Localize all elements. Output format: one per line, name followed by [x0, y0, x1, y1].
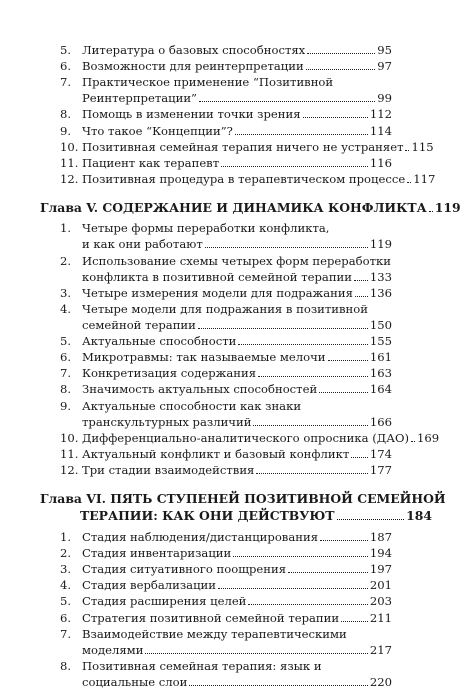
toc-entry: [0, 333, 392, 349]
entry-number: 1.: [60, 221, 72, 236]
dot-leader: [341, 621, 368, 622]
dot-leader: [145, 653, 367, 654]
entry-text: [82, 139, 434, 155]
entry-title: Реинтерпретации”: [82, 91, 197, 106]
entry-line: [82, 462, 392, 478]
entry-title: Стадия наблюдения/дистанцирования: [82, 530, 319, 544]
entry-line: [82, 349, 392, 365]
entry-number: 7.: [60, 75, 72, 90]
dot-leader: [328, 360, 368, 361]
chapter-title: Глава VI. ПЯТЬ СТУПЕНЕЙ ПОЗИТИВНОЙ СЕМЕЙНОЙ: [40, 491, 446, 506]
entry-text: [82, 285, 392, 301]
dot-leader: [337, 519, 405, 520]
page-number: 119: [369, 237, 392, 252]
page-number: 174: [369, 446, 392, 461]
page-number: 187: [369, 530, 392, 544]
entry-title: Практическое применение “Позитивной: [82, 75, 334, 90]
entry-line: [82, 285, 392, 301]
entry-number: 2.: [60, 253, 72, 268]
entry-text: [82, 462, 392, 478]
entry-text: [82, 333, 392, 349]
page-number: 155: [369, 334, 392, 349]
entry-line: [82, 317, 392, 333]
dot-leader: [235, 134, 368, 135]
entry-number: 8.: [60, 382, 72, 397]
chapter-line: [40, 490, 446, 507]
entry-text: [82, 74, 392, 106]
page-number: 201: [369, 578, 392, 593]
dot-leader: [354, 280, 368, 281]
entry-line: [82, 658, 392, 674]
entry-title: Дифференциально-аналитического опросника (ДАО): [82, 430, 409, 445]
entry-number: 9.: [60, 123, 72, 138]
toc-entry: [0, 381, 392, 397]
chapter-heading: [40, 199, 461, 217]
entry-line: [82, 381, 392, 397]
toc-entry: [0, 155, 392, 171]
entry-text: [82, 220, 392, 252]
chapter-line: [40, 507, 432, 524]
entry-number: 4.: [60, 301, 72, 316]
entry-text: [82, 626, 392, 658]
entry-title: Стратегия позитивной семейной терапии: [82, 610, 340, 625]
entry-title: Микротравмы: так называемые мелочи: [82, 350, 326, 365]
entry-line: [82, 42, 392, 58]
entry-text: [82, 365, 392, 381]
entry-line: [82, 529, 392, 545]
page-number: 161: [369, 350, 392, 365]
chapter-text: [40, 199, 461, 216]
entry-line: [82, 139, 434, 155]
entry-title: Стадия инвентаризации: [82, 546, 232, 561]
entry-title: Пациент как терапевт: [82, 155, 220, 170]
toc-entry: [0, 220, 392, 252]
dot-leader: [248, 604, 367, 605]
page-number: 220: [369, 674, 392, 689]
page-number: 164: [369, 382, 392, 397]
toc-entry: [0, 58, 392, 74]
page-number: 136: [369, 285, 392, 300]
entry-line: [82, 253, 392, 269]
page-number: 117: [413, 171, 436, 186]
entry-number: 5.: [60, 334, 72, 349]
dot-leader: [429, 211, 433, 212]
entry-title: Использование схемы четырех форм переработки: [82, 253, 391, 268]
toc-entry: [0, 365, 392, 381]
entry-number: 3.: [60, 562, 72, 577]
dot-leader: [307, 53, 375, 54]
entry-text: [82, 123, 392, 139]
toc-entry: [0, 577, 392, 593]
toc-entry: [0, 123, 392, 139]
entry-text: [82, 349, 392, 365]
entry-text: [82, 106, 392, 122]
dot-leader: [351, 457, 368, 458]
toc-entry: [0, 561, 392, 577]
toc-entry: [0, 139, 434, 155]
entry-number: 8.: [60, 107, 72, 122]
page-number: 97: [377, 59, 392, 74]
entry-line: [82, 123, 392, 139]
chapter-title: ТЕРАПИИ: КАК ОНИ ДЕЙСТВУЮТ: [80, 508, 335, 523]
page-number: 163: [369, 366, 392, 381]
dot-leader: [253, 425, 367, 426]
page-number: 95: [377, 43, 392, 57]
entry-title: конфликта в позитивной семейной терапии: [82, 269, 353, 284]
entry-number: 10.: [60, 430, 79, 445]
page-number: 177: [369, 462, 392, 477]
entry-title: Позитивная процедура в терапевтическом процессе: [82, 171, 406, 186]
entry-line: [82, 171, 436, 187]
page-number: 150: [369, 317, 392, 332]
entry-text: [82, 658, 392, 690]
entry-line: [82, 545, 392, 561]
dot-leader: [411, 441, 415, 442]
entry-title: Стадия расширения целей: [82, 594, 247, 609]
dot-leader: [221, 166, 368, 167]
page-number: 166: [369, 414, 392, 429]
toc-entry: [0, 42, 392, 58]
entry-title: Конкретизация содержания: [82, 366, 257, 381]
toc-entry: [0, 626, 392, 658]
entry-line: [82, 333, 392, 349]
entry-title: Значимость актуальных способностей: [82, 382, 318, 397]
entry-line: [82, 365, 392, 381]
entry-text: [82, 58, 392, 74]
toc-entry: [0, 398, 392, 430]
entry-title: Помощь в изменении точки зрения: [82, 107, 301, 122]
entry-text: [82, 430, 440, 446]
entry-title: Стадия ситуативного поощрения: [82, 562, 287, 577]
entry-number: 6.: [60, 59, 72, 74]
entry-line: [82, 446, 392, 462]
dot-leader: [205, 247, 368, 248]
entry-title: Литература о базовых способностях: [82, 43, 306, 57]
entry-line: [82, 430, 440, 446]
entry-number: 7.: [60, 626, 72, 641]
entry-text: [82, 446, 392, 462]
page-number: 197: [369, 562, 392, 577]
entry-number: 10.: [60, 139, 79, 154]
page-number: 194: [369, 546, 392, 561]
chapter-text: [40, 490, 446, 524]
entry-line: [82, 610, 392, 626]
entry-text: [82, 593, 392, 609]
toc-entry: [0, 349, 392, 365]
entry-title: Четыре формы переработки конфликта,: [82, 221, 330, 236]
entry-title: Четыре измерения модели для подражания: [82, 285, 353, 300]
toc-entry: [0, 545, 392, 561]
entry-title: транскультурных различий: [82, 414, 252, 429]
entry-line: [82, 301, 392, 317]
entry-text: [82, 577, 392, 593]
entry-number: 1.: [60, 530, 72, 544]
entry-text: [82, 381, 392, 397]
entry-number: 11.: [60, 155, 79, 170]
entry-text: [82, 545, 392, 561]
entry-title: Актуальный конфликт и базовый конфликт: [82, 446, 350, 461]
dot-leader: [189, 685, 368, 686]
dot-leader: [306, 69, 376, 70]
entry-title: Взаимодействие между терапевтическими: [82, 626, 347, 641]
entry-title: Актуальные способности: [82, 334, 237, 349]
entry-line: [82, 106, 392, 122]
entry-text: [82, 398, 392, 430]
entry-title: Что такое “Концепции”?: [82, 123, 233, 138]
entry-title: Позитивная семейная терапия ничего не устраняет: [82, 139, 404, 154]
entry-line: [82, 220, 392, 236]
dot-leader: [218, 588, 368, 589]
page-number: 114: [369, 123, 392, 138]
entry-title: Возможности для реинтерпретации: [82, 59, 304, 74]
page-number: 169: [417, 430, 440, 445]
entry-title: социальные слои: [82, 674, 188, 689]
toc-entry: [0, 430, 440, 446]
entry-number: 12.: [60, 171, 79, 186]
chapter-line: [40, 199, 461, 216]
dot-leader: [405, 150, 409, 151]
entry-line: [82, 593, 392, 609]
entry-line: [82, 626, 392, 642]
entry-number: 5.: [60, 43, 72, 57]
entry-title: Три стадии взаимодействия: [82, 462, 255, 477]
entry-title: Стадия вербализации: [82, 578, 217, 593]
dot-leader: [233, 556, 368, 557]
toc-entry: [0, 610, 392, 626]
toc-entry: [0, 106, 392, 122]
entry-text: [82, 529, 392, 545]
entry-number: 6.: [60, 610, 72, 625]
entry-text: [82, 155, 392, 171]
entry-line: [82, 74, 392, 90]
dot-leader: [320, 540, 368, 541]
dot-leader: [319, 392, 368, 393]
entry-number: 7.: [60, 366, 72, 381]
toc-entry: [0, 446, 392, 462]
toc-entry: [0, 593, 392, 609]
page-number: 112: [369, 107, 392, 122]
entry-title: Четыре модели для подражания в позитивной: [82, 301, 368, 316]
entry-text: [82, 253, 392, 285]
entry-line: [82, 155, 392, 171]
entry-text: [82, 301, 392, 333]
page-number: 99: [377, 91, 392, 106]
entry-text: [82, 171, 436, 187]
dot-leader: [355, 296, 368, 297]
toc-entry: [0, 285, 392, 301]
page-number: 133: [369, 269, 392, 284]
entry-text: [82, 561, 392, 577]
toc-entry: [0, 74, 392, 106]
entry-number: 9.: [60, 398, 72, 413]
entry-number: 12.: [60, 462, 79, 477]
toc-entry: [0, 171, 436, 187]
page-number: 116: [369, 155, 392, 170]
entry-line: [82, 236, 392, 252]
toc-entry: [0, 529, 392, 545]
entry-text: [82, 610, 392, 626]
dot-leader: [258, 376, 368, 377]
entry-line: [82, 269, 392, 285]
dot-leader: [238, 344, 368, 345]
toc-entry: [0, 658, 392, 690]
page-number: 203: [369, 594, 392, 609]
chapter-heading: [40, 490, 446, 525]
entry-title: Позитивная семейная терапия: язык и: [82, 658, 322, 673]
entry-title: семейной терапии: [82, 317, 196, 332]
entry-line: [82, 90, 392, 106]
entry-title: моделями: [82, 642, 144, 657]
entry-line: [82, 577, 392, 593]
dot-leader: [288, 572, 368, 573]
toc-entry: [0, 253, 392, 285]
page-number: 115: [411, 139, 434, 154]
dot-leader: [256, 473, 368, 474]
entry-text: [82, 42, 392, 58]
entry-number: 5.: [60, 594, 72, 609]
toc-entry: [0, 462, 392, 478]
entry-number: 8.: [60, 658, 72, 673]
entry-line: [82, 674, 392, 690]
page-number: 119: [434, 199, 461, 215]
dot-leader: [407, 182, 411, 183]
toc-entry: [0, 301, 392, 333]
entry-line: [82, 58, 392, 74]
entry-title: и как они работают: [82, 237, 203, 252]
entry-number: 3.: [60, 285, 72, 300]
entry-number: 2.: [60, 546, 72, 561]
entry-line: [82, 414, 392, 430]
entry-line: [82, 642, 392, 658]
entry-title: Актуальные способности как знаки: [82, 398, 302, 413]
page-number: 184: [406, 508, 432, 523]
entry-line: [82, 561, 392, 577]
dot-leader: [199, 101, 375, 102]
entry-line: [82, 398, 392, 414]
page-number: 211: [369, 610, 392, 625]
chapter-title: Глава V. СОДЕРЖАНИЕ И ДИНАМИКА КОНФЛИКТА: [40, 199, 427, 215]
page-number: 217: [369, 642, 392, 657]
entry-number: 4.: [60, 578, 72, 593]
entry-number: 6.: [60, 350, 72, 365]
dot-leader: [303, 117, 368, 118]
entry-number: 11.: [60, 446, 79, 461]
dot-leader: [198, 328, 368, 329]
